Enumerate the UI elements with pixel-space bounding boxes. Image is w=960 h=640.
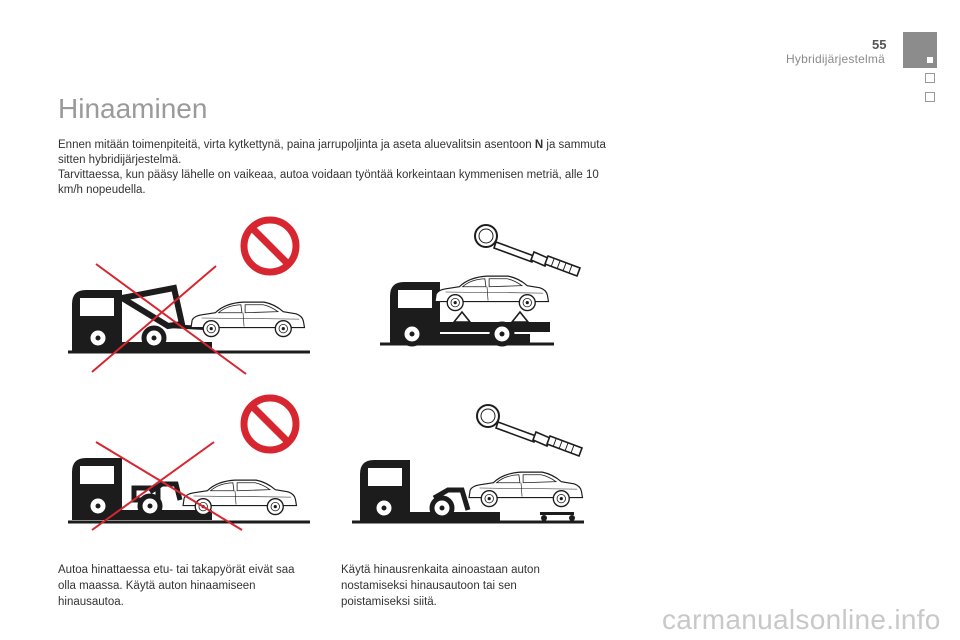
chapter-tab-box (925, 92, 935, 102)
caption-right: Käytä hinausrenkaita ainoastaan auton nostamiseksi hinausautoon tai sen poistamiseksi siitä. (341, 564, 540, 608)
prohibited-sign-icon (244, 220, 296, 272)
chapter-tab (903, 32, 937, 68)
illustration-flat-tow-prohibited (64, 392, 314, 534)
chapter-tab-marker (927, 57, 933, 63)
intro-paragraph-2: Tarvittaessa, kun pääsy lähelle on vaikeaa, autoa voidaan työntää korkeintaan kymmenisen metriä, alle 10 km/h nopeudella. (58, 169, 599, 196)
gear-position-n: N (534, 139, 544, 151)
illustration-flatbed-allowed (378, 216, 598, 356)
chapter-title: Hybridijärjestelmä (786, 52, 885, 66)
prohibited-sign-icon (244, 398, 296, 450)
towing-eye-icon (475, 225, 580, 276)
intro-paragraph-1: Ennen mitään toimenpiteitä, virta kytkettynä, paina jarrupoljinta ja aseta aluevalitsin asentoon N ja sammuta sitten hybridijärjestelmä. (58, 139, 606, 166)
towing-eye-icon (477, 405, 582, 456)
illustration-dolly-allowed (350, 400, 590, 534)
illustration-lift-tow-prohibited (64, 214, 314, 376)
section-title: Hinaaminen (58, 93, 208, 124)
chapter-tab-box (925, 73, 935, 83)
page-number: 55 (872, 37, 887, 52)
caption-left: Autoa hinattaessa etu- tai takapyörät eivät saa olla maassa. Käytä auton hinaamiseen hinausautoa. (58, 564, 295, 608)
watermark: carmanualsonline.info (662, 604, 941, 635)
intro-text (58, 138, 618, 198)
